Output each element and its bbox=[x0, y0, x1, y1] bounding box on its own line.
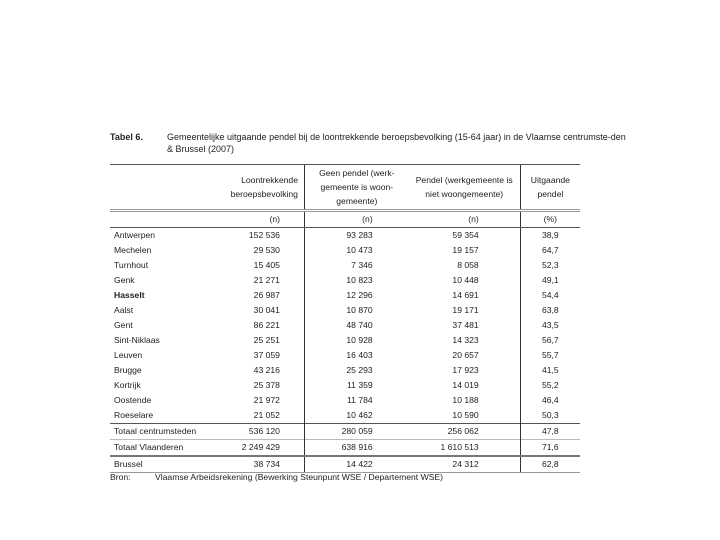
data-cell: 15 405 bbox=[253, 260, 280, 270]
unit-cell bbox=[110, 211, 211, 228]
table-title: Gemeentelijke uitgaande pendel bij de loontrekkende beroepsbevolking (15-64 jaar) in de Vlaamse centrumste-den & Brussel (2007) bbox=[167, 132, 626, 154]
row-label: Oostende bbox=[114, 395, 152, 405]
row-label: Hasselt bbox=[114, 290, 145, 300]
data-cell: 14 323 bbox=[452, 335, 479, 345]
data-cell: 11 784 bbox=[304, 393, 408, 408]
table-row bbox=[110, 408, 580, 424]
header-cell bbox=[110, 165, 211, 211]
data-cell: 25 378 bbox=[253, 380, 280, 390]
data-cell: 41,5 bbox=[520, 363, 580, 378]
data-cell: 10 590 bbox=[452, 410, 479, 420]
data-cell: 47,8 bbox=[520, 424, 580, 440]
data-cell: 21 271 bbox=[253, 275, 280, 285]
row-label: Sint-Niklaas bbox=[114, 335, 160, 345]
data-cell: 59 354 bbox=[452, 230, 479, 240]
data-cell: 54,4 bbox=[520, 288, 580, 303]
data-cell: 21 972 bbox=[253, 395, 280, 405]
data-cell: 7 346 bbox=[304, 258, 408, 273]
data-cell: 46,4 bbox=[520, 393, 580, 408]
data-cell: 10 823 bbox=[304, 273, 408, 288]
data-cell: 62,8 bbox=[520, 456, 580, 473]
data-cell: 536 120 bbox=[211, 424, 305, 440]
data-cell: 17 923 bbox=[452, 365, 479, 375]
data-cell: 2 249 429 bbox=[211, 440, 305, 457]
table-row bbox=[110, 303, 580, 318]
data-cell: 10 448 bbox=[452, 275, 479, 285]
data-cell: 21 052 bbox=[253, 410, 280, 420]
data-cell: 43 216 bbox=[253, 365, 280, 375]
table-row bbox=[110, 440, 580, 457]
row-label: Gent bbox=[114, 320, 133, 330]
header-cell: Loontrekkende beroepsbevolking bbox=[211, 165, 305, 211]
table-row bbox=[110, 333, 580, 348]
table-row bbox=[110, 424, 580, 440]
row-label: Mechelen bbox=[114, 245, 152, 255]
table-row bbox=[110, 258, 580, 273]
data-cell: 55,2 bbox=[520, 378, 580, 393]
data-cell: 50,3 bbox=[520, 408, 580, 424]
row-label: Totaal centrumsteden bbox=[110, 424, 211, 440]
data-cell: 49,1 bbox=[520, 273, 580, 288]
row-label: Antwerpen bbox=[114, 230, 156, 240]
data-cell: 24 312 bbox=[409, 456, 521, 473]
source-note bbox=[110, 472, 444, 482]
data-cell: 25 293 bbox=[304, 363, 408, 378]
data-cell: 86 221 bbox=[253, 320, 280, 330]
source-text: Vlaamse Arbeidsrekening (Bewerking Steunpunt WSE / Departement WSE) bbox=[155, 472, 444, 482]
data-cell: 10 870 bbox=[304, 303, 408, 318]
data-cell: 19 157 bbox=[452, 245, 479, 255]
data-cell: 26 987 bbox=[253, 290, 280, 300]
row-label: Brussel bbox=[110, 456, 211, 473]
data-cell: 280 059 bbox=[304, 424, 408, 440]
data-cell: 19 171 bbox=[452, 305, 479, 315]
data-cell: 1 610 513 bbox=[409, 440, 521, 457]
header-cell: Uitgaande pendel bbox=[520, 165, 580, 211]
data-cell: 30 041 bbox=[253, 305, 280, 315]
table-row bbox=[110, 363, 580, 378]
data-cell: 8 058 bbox=[457, 260, 479, 270]
row-label: Totaal Vlaanderen bbox=[110, 440, 211, 457]
row-label: Turnhout bbox=[114, 260, 149, 270]
data-cell: 14 422 bbox=[304, 456, 408, 473]
unit-cell: (n) bbox=[304, 211, 408, 228]
table-row bbox=[110, 273, 580, 288]
table-row bbox=[110, 348, 580, 363]
header-cell: Pendel (werkgemeente is niet woongemeente) bbox=[409, 165, 521, 211]
data-cell: 20 657 bbox=[452, 350, 479, 360]
data-cell: 43,5 bbox=[520, 318, 580, 333]
data-cell: 16 403 bbox=[304, 348, 408, 363]
unit-cell: (%) bbox=[520, 211, 580, 228]
data-cell: 93 283 bbox=[304, 228, 408, 244]
data-cell: 56,7 bbox=[520, 333, 580, 348]
data-cell: 12 296 bbox=[304, 288, 408, 303]
table-row bbox=[110, 228, 580, 244]
data-cell: 48 740 bbox=[304, 318, 408, 333]
data-cell: 152 536 bbox=[248, 230, 280, 240]
data-cell: 14 691 bbox=[452, 290, 479, 300]
data-cell: 55,7 bbox=[520, 348, 580, 363]
data-cell: 14 019 bbox=[452, 380, 479, 390]
row-label: Genk bbox=[114, 275, 135, 285]
data-cell: 38 734 bbox=[211, 456, 305, 473]
row-label: Kortrijk bbox=[114, 380, 141, 390]
data-cell: 10 928 bbox=[304, 333, 408, 348]
header-row bbox=[110, 165, 580, 211]
source-label: Bron: bbox=[110, 472, 131, 482]
row-label: Leuven bbox=[114, 350, 143, 360]
data-cell: 71,6 bbox=[520, 440, 580, 457]
table-row bbox=[110, 318, 580, 333]
table-row bbox=[110, 378, 580, 393]
data-cell: 10 188 bbox=[452, 395, 479, 405]
data-cell: 10 473 bbox=[304, 243, 408, 258]
data-cell: 638 916 bbox=[304, 440, 408, 457]
row-label: Roeselare bbox=[114, 410, 154, 420]
data-cell: 11 359 bbox=[304, 378, 408, 393]
header-cell: Geen pendel (werk-gemeente is woon-gemeente) bbox=[304, 165, 408, 211]
data-cell: 64,7 bbox=[520, 243, 580, 258]
data-cell: 256 062 bbox=[409, 424, 521, 440]
unit-cell: (n) bbox=[211, 211, 305, 228]
unit-row bbox=[110, 211, 580, 228]
table-row bbox=[110, 288, 580, 303]
table-row bbox=[110, 243, 580, 258]
data-cell: 38,9 bbox=[520, 228, 580, 244]
data-cell: 37 481 bbox=[452, 320, 479, 330]
data-cell: 52,3 bbox=[520, 258, 580, 273]
data-cell: 25 251 bbox=[253, 335, 280, 345]
table-label: Tabel 6. bbox=[110, 132, 143, 142]
unit-cell: (n) bbox=[409, 211, 521, 228]
data-cell: 10 462 bbox=[304, 408, 408, 424]
commuting-table bbox=[110, 164, 580, 473]
data-cell: 29 530 bbox=[253, 245, 280, 255]
data-cell: 37 059 bbox=[253, 350, 280, 360]
row-label: Aalst bbox=[114, 305, 134, 315]
table-row bbox=[110, 393, 580, 408]
table-row bbox=[110, 456, 580, 473]
data-cell: 63,8 bbox=[520, 303, 580, 318]
row-label: Brugge bbox=[114, 365, 142, 375]
